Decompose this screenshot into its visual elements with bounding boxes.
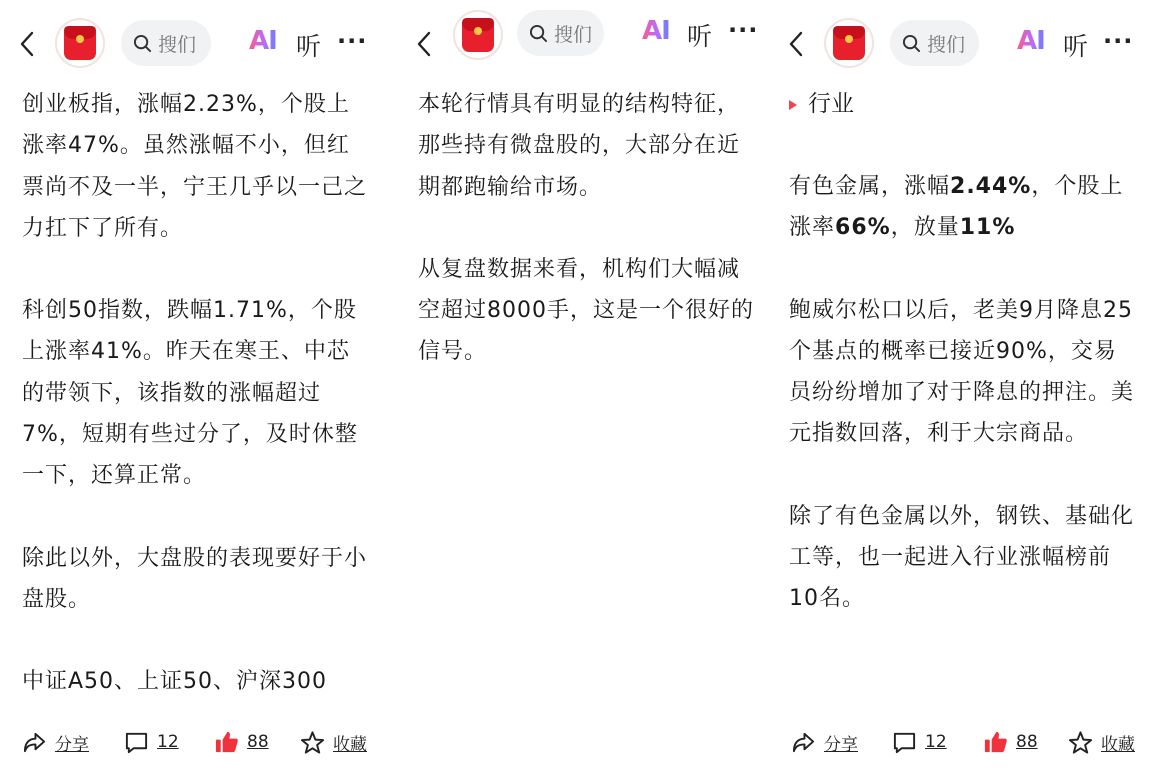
back-button[interactable]	[413, 28, 435, 60]
comment-count: 12	[157, 732, 179, 752]
listen-button[interactable]: 听	[1063, 32, 1089, 61]
article-body	[418, 84, 760, 718]
text-run: 有色金属，涨幅	[789, 174, 951, 199]
more-button[interactable]: ···	[1103, 27, 1134, 55]
section-heading	[789, 84, 1139, 125]
content-fade	[0, 704, 385, 718]
action-bar	[771, 718, 1153, 768]
thumbs-up-icon	[214, 730, 239, 755]
search-placeholder: 搜们	[554, 23, 593, 46]
article-panel-2	[398, 0, 770, 768]
search-icon	[133, 34, 152, 53]
comment-bubble-icon	[124, 730, 149, 755]
article-body	[22, 84, 371, 718]
more-button[interactable]: ···	[337, 27, 368, 55]
article-panel-1	[0, 0, 385, 768]
paragraph: 除此以外，大盘股的表现要好于小盘股。	[22, 545, 368, 612]
ai-button[interactable]: AI	[249, 26, 277, 56]
listen-button[interactable]: 听	[687, 22, 713, 51]
search-box[interactable]	[517, 10, 604, 56]
paragraph: 本轮行情具有明显的结构特征，那些持有微盘股的，大部分在近期都跑输给市场。	[418, 92, 741, 200]
favorite-label: 收藏	[1101, 734, 1135, 755]
app-logo[interactable]	[453, 10, 503, 60]
top-bar	[398, 0, 770, 84]
action-bar	[0, 718, 385, 768]
bold-value: 11%	[959, 215, 1016, 241]
paragraph: 从复盘数据来看，机构们大幅减空超过8000手，这是一个很好的信号。	[418, 256, 754, 365]
search-box[interactable]	[890, 20, 979, 66]
ai-button[interactable]: AI	[642, 16, 670, 46]
back-button[interactable]	[785, 28, 807, 60]
paragraph: 创业板指，涨幅2.23%，个股上涨率47%。虽然涨幅不小，但红票尚不及一半，宁王几乎以一己之力扛下了所有。	[22, 92, 368, 241]
share-arrow-icon	[791, 730, 816, 755]
like-count: 88	[1016, 732, 1038, 752]
text-run: ，放量	[890, 215, 960, 241]
red-envelope-icon	[833, 26, 865, 60]
red-envelope-icon	[462, 18, 494, 52]
paragraph	[789, 166, 1139, 249]
text-run: ，个股上涨率	[789, 174, 1124, 241]
paragraph: 科创50指数，跌幅1.71%，个股上涨率41%。昨天在寒王、中芯的带领下，该指数的涨幅超过7%，短期有些过分了，及时休整一下，还算正常。	[22, 298, 358, 489]
chevron-left-icon	[417, 31, 431, 57]
top-bar	[0, 0, 385, 84]
paragraph: 中证A50、上证50、沪深300	[22, 669, 328, 695]
star-icon	[300, 730, 325, 755]
ai-button[interactable]: AI	[1017, 26, 1045, 56]
search-icon	[529, 24, 548, 43]
bold-value: 2.44%	[950, 174, 1032, 199]
share-button[interactable]	[22, 726, 89, 758]
listen-button[interactable]: 听	[296, 32, 322, 61]
share-label: 分享	[824, 734, 858, 755]
favorite-label: 收藏	[333, 734, 367, 755]
comment-bubble-icon	[892, 730, 917, 755]
article-body	[789, 84, 1139, 718]
app-logo[interactable]	[55, 18, 105, 68]
favorite-button[interactable]	[300, 726, 367, 758]
back-button[interactable]	[16, 28, 38, 60]
share-arrow-icon	[22, 730, 47, 755]
share-label: 分享	[55, 734, 89, 755]
like-button[interactable]	[214, 726, 269, 758]
comment-button[interactable]	[892, 726, 947, 758]
search-icon	[902, 34, 921, 53]
paragraph: 鲍威尔松口以后，老美9月降息25个基点的概率已接近90%，交易员纷纷增加了对于降息的押注。美元指数回落，利于大宗商品。	[789, 297, 1135, 447]
section-title: 行业	[808, 91, 854, 117]
triangle-marker-icon	[789, 100, 797, 110]
article-panel-3	[771, 0, 1153, 768]
top-bar	[771, 0, 1153, 84]
thumbs-up-icon	[983, 730, 1008, 755]
app-logo[interactable]	[824, 18, 874, 68]
like-count: 88	[247, 732, 269, 752]
favorite-button[interactable]	[1068, 726, 1135, 758]
comment-button[interactable]	[124, 726, 179, 758]
more-button[interactable]: ···	[728, 16, 759, 44]
bold-value: 66%	[835, 215, 891, 241]
search-placeholder: 搜们	[927, 33, 966, 56]
comment-count: 12	[925, 732, 947, 752]
red-envelope-icon	[64, 26, 96, 60]
chevron-left-icon	[789, 31, 803, 57]
like-button[interactable]	[983, 726, 1038, 758]
paragraph: 除了有色金属以外，钢铁、基础化工等，也一起进入行业涨幅榜前10名。	[789, 503, 1135, 612]
chevron-left-icon	[20, 31, 34, 57]
star-icon	[1068, 730, 1093, 755]
search-placeholder: 搜们	[158, 33, 197, 56]
search-box[interactable]	[121, 20, 211, 66]
share-button[interactable]	[791, 726, 858, 758]
